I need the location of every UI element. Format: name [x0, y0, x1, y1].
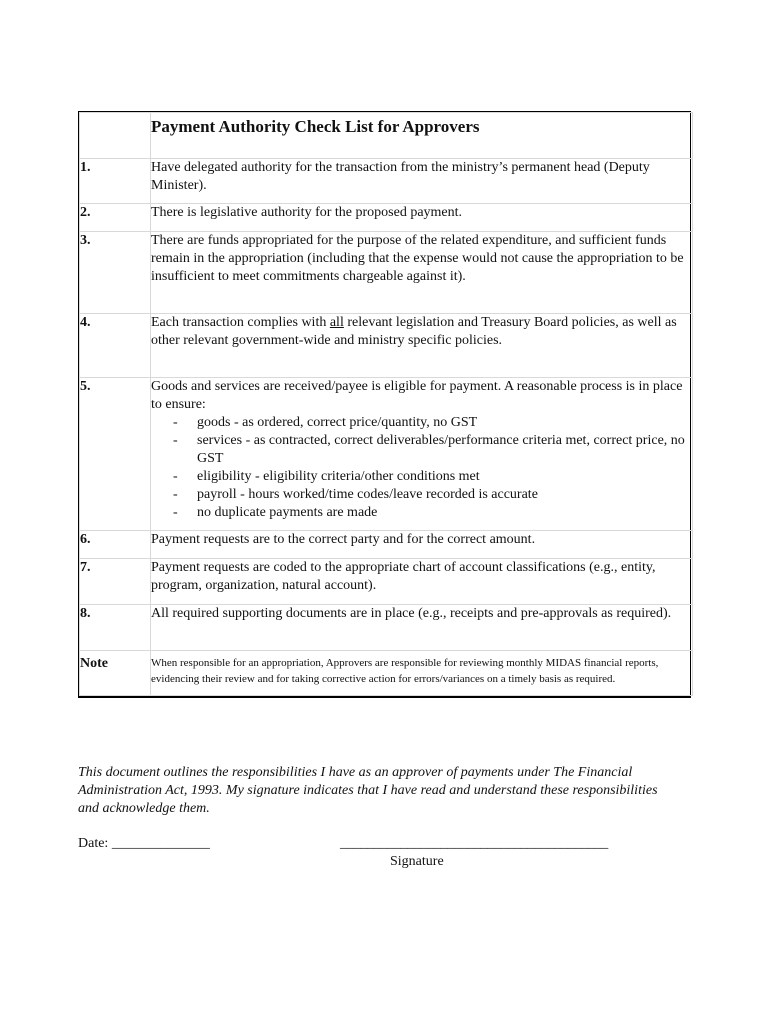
checklist-row: [80, 314, 693, 378]
item-number: 3.: [80, 232, 151, 314]
dash-marker: -: [173, 433, 178, 448]
checklist-row: [80, 605, 693, 651]
item-text-part: relevant legislation and Treasury Board policies, as well as other relevant government-wide and ministry specific policies.: [151, 315, 677, 348]
item-text: There are funds appropriated for the purpose of the related expenditure, and sufficient funds remain in the appropriation (including that the expense would not cause the appropriation to be insufficient to meet commitments chargeable against it).: [151, 232, 693, 314]
checklist-title: Payment Authority Check List for Approvers: [151, 113, 693, 159]
criteria-item: [173, 432, 692, 468]
criteria-item: [173, 486, 692, 504]
criteria-item: [173, 504, 692, 522]
item-text: [151, 314, 693, 378]
checklist-row: [80, 559, 693, 605]
criteria-text: payroll - hours worked/time codes/leave recorded is accurate: [197, 487, 538, 502]
item-text: Payment requests are coded to the appropriate chart of account classifications (e.g., entity, program, organization, natural account).: [151, 559, 693, 605]
dash-marker: -: [173, 487, 178, 502]
item-text-part: Each transaction complies with: [151, 315, 330, 330]
checklist-table: [79, 112, 693, 696]
item-text: Payment requests are to the correct party and for the correct amount.: [151, 531, 693, 559]
item-number: 4.: [80, 314, 151, 378]
item-text: [151, 378, 693, 531]
date-field[interactable]: Date: ______________: [78, 836, 210, 851]
checklist-row: [80, 232, 693, 314]
criteria-item: [173, 414, 692, 432]
item-text: All required supporting documents are in place (e.g., receipts and pre-approvals as required).: [151, 605, 693, 651]
note-row: [80, 651, 693, 696]
item-number: 1.: [80, 159, 151, 204]
checklist-row: [80, 531, 693, 559]
item-intro: Goods and services are received/payee is eligible for payment. A reasonable process is in place to ensure:: [151, 379, 683, 412]
checklist-row: [80, 378, 693, 531]
item-number: 5.: [80, 378, 151, 531]
criteria-text: goods - as ordered, correct price/quantity, no GST: [197, 415, 478, 430]
criteria-item: [173, 468, 692, 486]
item-text-emphasis: all: [329, 315, 344, 330]
item-number: 7.: [80, 559, 151, 605]
checklist-header-row: [80, 113, 693, 159]
item-text: There is legislative authority for the proposed payment.: [151, 204, 693, 232]
signature-field[interactable]: ________________________________________: [340, 836, 609, 851]
criteria-list: [151, 414, 692, 522]
criteria-text: no duplicate payments are made: [197, 505, 378, 520]
item-number: 6.: [80, 531, 151, 559]
item-number: 2.: [80, 204, 151, 232]
checklist-border: [78, 111, 691, 698]
dash-marker: -: [173, 415, 178, 430]
criteria-text: services - as contracted, correct deliverables/performance criteria met, correct price, no GST: [197, 433, 685, 466]
header-blank-cell: [80, 113, 151, 159]
checklist-row: [80, 204, 693, 232]
item-text: Have delegated authority for the transaction from the ministry’s permanent head (Deputy Minister).: [151, 159, 693, 204]
criteria-text: eligibility - eligibility criteria/other conditions met: [197, 469, 480, 484]
acknowledgement-statement: This document outlines the responsibilities I have as an approver of payments under The Financial Administration Act, 1993. My signature indicates that I have read and understand these responsibilities and acknowledge them.: [78, 765, 658, 816]
checklist-row: [80, 159, 693, 204]
note-label: Note: [80, 651, 151, 696]
signature-label: Signature: [390, 854, 444, 869]
dash-marker: -: [173, 505, 178, 520]
dash-marker: -: [173, 469, 178, 484]
note-text: When responsible for an appropriation, Approvers are responsible for reviewing monthly MIDAS financial reports, evidencing their review and for taking corrective action for errors/variances on a timely basis as required.: [151, 651, 693, 696]
checklist-sheet: [78, 111, 691, 698]
item-number: 8.: [80, 605, 151, 651]
